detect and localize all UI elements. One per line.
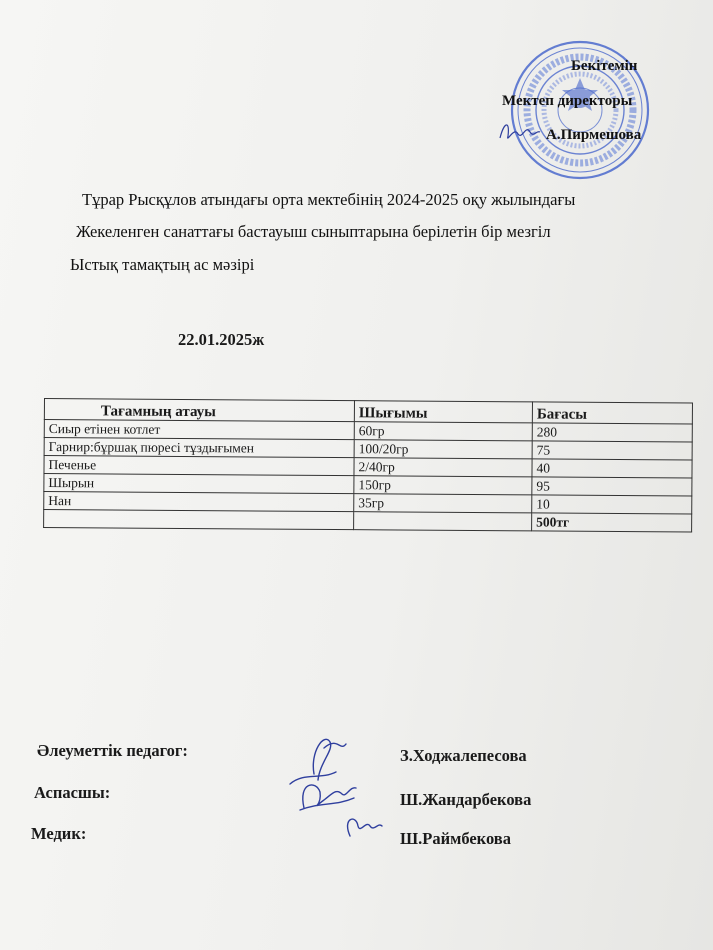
director-signature-icon <box>496 116 542 146</box>
price-cell: 10 <box>532 495 692 514</box>
yield-cell: 2/40гр <box>354 458 532 477</box>
title-line-2: Жекеленген санаттағы бастауыш сыныптарына берілетін бір мезгіл <box>76 222 551 241</box>
header-price: Бағасы <box>532 402 692 424</box>
total-price-cell: 500тг <box>532 513 692 532</box>
approval-word: Бекітемін <box>571 58 638 74</box>
approver-name: А.Пирмешова <box>546 127 642 143</box>
price-cell: 95 <box>532 477 692 496</box>
title-line-3: Ыстық тамақтың ас мәзірі <box>70 255 255 274</box>
approver-position: Мектеп директоры <box>502 93 633 109</box>
signatory-role-3: Медик: <box>31 824 87 843</box>
dish-cell: Гарнир:бұршақ пюресі тұздығымен <box>44 438 354 458</box>
empty-cell <box>354 512 532 531</box>
total-row <box>44 510 692 533</box>
signatory-role-1: Әлеуметтік педагог: <box>37 741 188 760</box>
signatory-name-1: З.Ходжалепесова <box>400 746 527 765</box>
dish-cell: Шырын <box>44 474 354 494</box>
signatures-icon <box>280 722 400 852</box>
yield-cell: 100/20гр <box>354 440 532 459</box>
dish-cell: Нан <box>44 492 354 512</box>
price-cell: 40 <box>532 459 692 478</box>
menu-date: 22.01.2025ж <box>178 330 265 349</box>
yield-cell: 150гр <box>354 476 532 495</box>
dish-cell: Сиыр етінен котлет <box>44 420 354 440</box>
price-cell: 280 <box>532 423 692 442</box>
signatory-name-2: Ш.Жандарбекова <box>400 790 532 809</box>
price-cell: 75 <box>532 441 692 460</box>
empty-cell <box>44 510 354 530</box>
menu-table <box>43 398 693 533</box>
title-line-1: Тұрар Рысқұлов атындағы орта мектебінің 2024-2025 оқу жылындағы <box>82 190 576 209</box>
yield-cell: 60гр <box>354 422 532 441</box>
signatory-role-2: Аспасшы: <box>34 783 111 802</box>
signatory-name-3: Ш.Раймбекова <box>400 829 511 848</box>
header-yield: Шығымы <box>354 401 532 423</box>
header-dish: Тағамның атауы <box>44 399 354 422</box>
dish-cell: Печенье <box>44 456 354 476</box>
yield-cell: 35гр <box>354 494 532 513</box>
